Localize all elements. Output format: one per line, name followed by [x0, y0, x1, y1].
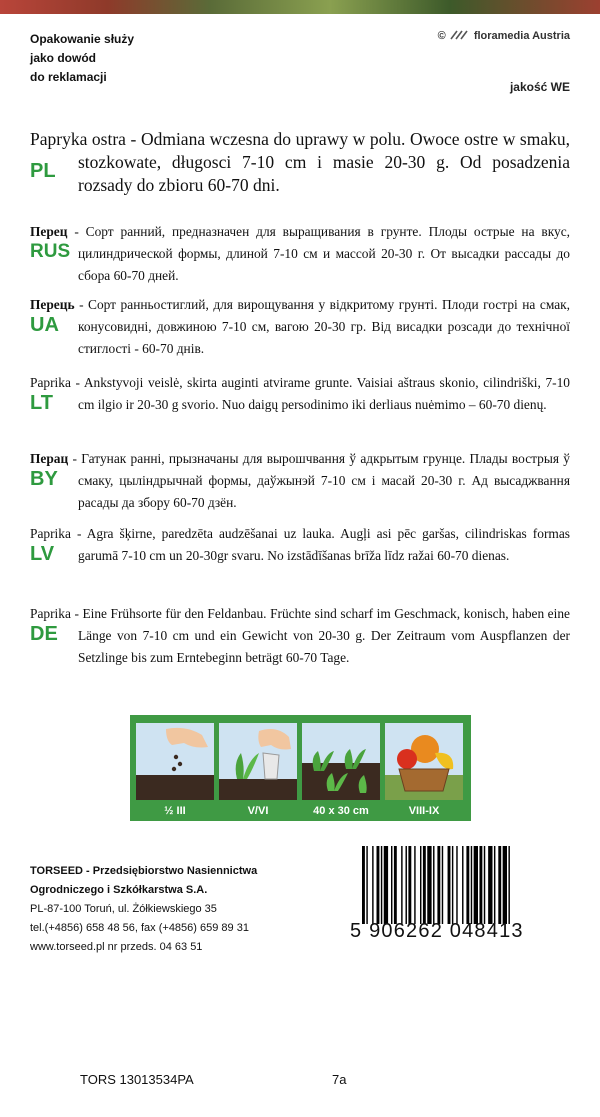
description-text: Papryka ostra - Odmiana wczesna do uprawy w polu. Owoce ostre w smaku, stozkowate, długosci 7-10 cm i masie 20-30 g. Od posadzenia rozsady do zbioru 60-70 dni.: [30, 129, 570, 195]
section-lt: [30, 372, 570, 416]
barcode: [350, 846, 570, 948]
language-code: RUS: [30, 241, 71, 262]
description-title: Перец: [30, 224, 68, 239]
complaint-line: do reklamacji: [30, 70, 107, 84]
section-ua: [30, 294, 570, 360]
quality-mark: jakość WE: [509, 80, 570, 94]
description-text: - Сорт ранний, предназначен для выращивания в грунте. Плоды острые на вкус, цилиндрической формы, длиной 7-10 см и массой 20-30 г. От высадки рассады до сбора 60-70 дней.: [67, 224, 570, 283]
sowing-hand-icon: [136, 723, 214, 800]
step-label: 40 x 30 cm: [313, 805, 369, 817]
description-text: Paprika - Agra šķirne, paredzēta audzēšanai uz lauka. Augļi asi pēc garšas, cilindriskas formas garumā 7-10 cm un 20-30gr svaru. No izstādīšanas brīža līdz ražai 60-70 dienas.: [30, 526, 570, 563]
transplant-hand-icon: [219, 723, 297, 800]
language-code: PL: [30, 160, 56, 182]
step-label: VIII-IX: [408, 805, 440, 817]
company-phone: tel.(+4856) 658 48 56, fax (+4856) 659 89 31: [30, 922, 249, 934]
plant-spacing-icon: [302, 723, 380, 800]
section-pl: [30, 128, 570, 197]
harvest-basket-icon: [385, 723, 463, 800]
page-number: 7a: [332, 1072, 347, 1087]
language-code: BY: [30, 468, 58, 490]
description-text: Paprika - Ankstyvoji veislė, skirta auginti atvirame grunte. Vaisiai aštraus skonio, cilindriški, 7-10 cm ilgio ir 20-30 g svorio. Nuo daigų persodinimo iki derliaus nuėmimo – 60-70 dienų.: [30, 375, 570, 412]
top-photo-strip: [0, 0, 600, 14]
company-info: [30, 862, 257, 957]
section-lv: [30, 523, 570, 567]
description-text: - Гатунак ранні, прызначаны для вырошчвання ў адкрытым грунце. Плады вострыя ў смаку, цыліндрычнай формы, даўжынэй 7-10 см і масай 20-30 г. Ад высаджвання расады да збору 60-70 дзён.: [68, 451, 570, 510]
company-name: Ogrodniczego i Szkółkarstwa S.A.: [30, 884, 208, 896]
barcode-bars-icon: [356, 846, 570, 924]
description-text: Paprika - Eine Frühsorte für den Feldanbau. Früchte sind scharf im Geschmack, konisch, haben eine Länge von 7-10 cm und ein Gewicht von 20-30 g. Der Zeitraum vom Auspflanzen der Setzlinge bis zum Erntebeginn beträgt 60-70 Tage.: [30, 606, 570, 665]
brand: [438, 30, 570, 42]
company-name: TORSEED - Przedsiębiorstwo Nasiennictwa: [30, 865, 258, 877]
company-address: PL-87-100 Toruń, ul. Żółkiewskiego 35: [30, 903, 217, 915]
description-text: - Сорт ранньостиглий, для вирощування у відкритому грунті. Плоди гострі на смак, конусовидні, довжиною 7-10 см, вагою 20-30 гр. Від висадки розсади до технічної стиглості - 60-70 днів.: [74, 297, 570, 356]
section-de: [30, 603, 570, 669]
step-label: V/VI: [247, 805, 269, 817]
section-by: [30, 448, 570, 514]
barcode-digits: 5 906262 048413: [350, 920, 524, 942]
brand-name: floramedia Austria: [473, 30, 570, 42]
description-title: Перець: [30, 297, 75, 312]
company-website: www.torseed.pl nr przeds. 04 63 51: [30, 941, 203, 953]
product-code: TORS 13013534PA: [80, 1072, 194, 1087]
language-code: DE: [30, 623, 58, 645]
cultivation-steps: [130, 715, 471, 821]
copyright-icon: ©: [437, 30, 446, 42]
language-code: LT: [30, 392, 53, 414]
step-label: ½ III: [164, 805, 186, 817]
complaint-line: Opakowanie służy: [30, 32, 135, 46]
description-title: Перац: [30, 451, 69, 466]
complaint-notice: [30, 30, 134, 87]
language-code: LV: [30, 543, 55, 565]
floramedia-logo-icon: [449, 30, 471, 40]
section-rus: [30, 221, 570, 287]
complaint-line: jako dowód: [30, 51, 96, 65]
language-code: UA: [30, 314, 59, 336]
